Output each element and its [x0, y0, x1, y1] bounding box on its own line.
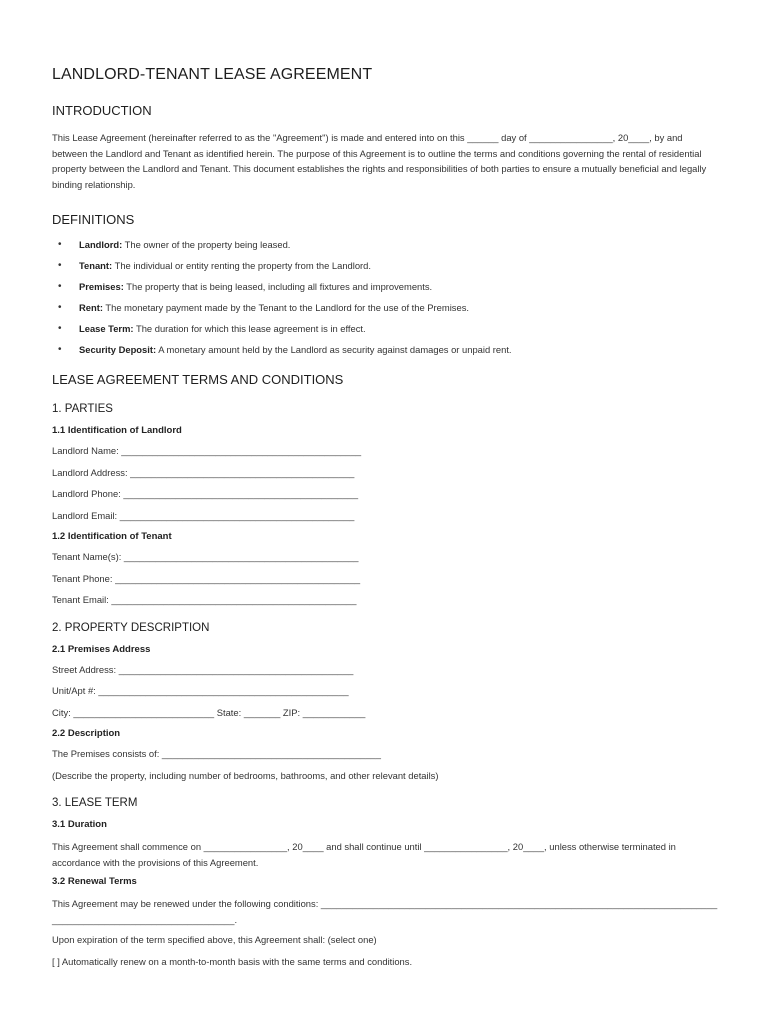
- street-address-field[interactable]: Street Address: _____________________________________________: [52, 663, 354, 675]
- definition-term: Rent:: [79, 302, 103, 313]
- landlord-name-field[interactable]: Landlord Name: ______________________________________________: [52, 445, 362, 456]
- definition-text: The individual or entity renting the property from the Landlord.: [114, 260, 371, 271]
- definition-text: The owner of the property being leased.: [124, 239, 291, 250]
- definition-text: The property that is being leased, including all fixtures and improvements.: [126, 281, 433, 292]
- landlord-phone-field[interactable]: Landlord Phone: _____________________________________________: [52, 488, 359, 499]
- expiration-instruction: Upon expiration of the term specified above, this Agreement shall: (select one): [52, 934, 377, 945]
- definition-term: Premises:: [79, 281, 124, 292]
- auto-renew-option[interactable]: [ ] Automatically renew on a month-to-month basis with the same terms and conditions.: [52, 955, 413, 967]
- description-heading: 2.2 Description: [52, 728, 121, 739]
- introduction-heading: INTRODUCTION: [52, 103, 152, 118]
- definition-item: [52, 281, 718, 293]
- definition-text: A monetary amount held by the Landlord as security against damages or unpaid rent.: [158, 344, 512, 355]
- tenant-identification-heading: 1.2 Identification of Tenant: [52, 531, 172, 542]
- property-description-heading: 2. PROPERTY DESCRIPTION: [52, 621, 210, 634]
- duration-text: This Agreement shall commence on ________________, 20____ and shall continue until ________________, 20____, unless otherwise terminated in accordance with the provisions of this Agreement.: [52, 841, 676, 868]
- bullet-icon: •: [58, 260, 62, 271]
- definition-item: [52, 344, 718, 356]
- lease-term-heading: 3. LEASE TERM: [52, 797, 138, 809]
- bullet-icon: •: [58, 323, 62, 334]
- bullet-icon: •: [58, 281, 62, 292]
- city-state-zip-field[interactable]: City: ___________________________ State: _______ ZIP: ____________: [52, 706, 366, 718]
- definitions-list: [52, 239, 718, 356]
- document-title: LANDLORD-TENANT LEASE AGREEMENT: [52, 66, 373, 83]
- definition-item: [52, 260, 718, 272]
- renewal-terms-heading: 3.2 Renewal Terms: [52, 876, 137, 887]
- landlord-address-field[interactable]: Landlord Address: ___________________________________________: [52, 466, 355, 478]
- definitions-heading: DEFINITIONS: [52, 212, 135, 227]
- definition-term: Tenant:: [79, 260, 113, 271]
- description-note: (Describe the property, including number of bedrooms, bathrooms, and other relevant details): [52, 769, 439, 781]
- definition-term: Security Deposit:: [79, 344, 157, 355]
- bullet-icon: •: [58, 239, 62, 250]
- definition-item: [52, 239, 718, 251]
- definition-item: [52, 323, 718, 335]
- bullet-icon: •: [58, 344, 62, 355]
- definition-text: The monetary payment made by the Tenant to the Landlord for the use of the Premises.: [105, 302, 469, 313]
- landlord-identification-heading: 1.1 Identification of Landlord: [52, 425, 182, 436]
- definition-term: Landlord:: [79, 239, 123, 250]
- introduction-text: This Lease Agreement (hereinafter referred to as the "Agreement") is made and entered into on this ______ day of ________________, 20____, by and between the Landlord and Tenant as identified herein. The purpose of this Agreement is to outline the terms and conditions governing the rental of residential property between the Landlord and Tenant. This document establishes the rights and responsibilities of both parties to ensure a mutually beneficial and legally binding relationship.: [52, 132, 707, 190]
- definition-item: [52, 302, 718, 314]
- tenant-phone-field[interactable]: Tenant Phone: _______________________________________________: [52, 572, 361, 584]
- definition-term: Lease Term:: [79, 323, 134, 334]
- premises-consists-field[interactable]: The Premises consists of: __________________________________________: [52, 748, 381, 759]
- renewal-conditions-field[interactable]: This Agreement may be renewed under the following conditions: _______________________________________________________________________________________________________________.: [52, 898, 718, 925]
- parties-heading: 1. PARTIES: [52, 403, 113, 415]
- premises-address-heading: 2.1 Premises Address: [52, 643, 151, 655]
- tenant-names-field[interactable]: Tenant Name(s): _____________________________________________: [52, 551, 359, 562]
- unit-apt-field[interactable]: Unit/Apt #: ________________________________________________: [52, 685, 349, 696]
- landlord-email-field[interactable]: Landlord Email: _____________________________________________: [52, 509, 355, 521]
- terms-heading: LEASE AGREEMENT TERMS AND CONDITIONS: [52, 372, 344, 387]
- bullet-icon: •: [58, 302, 62, 313]
- definition-text: The duration for which this lease agreement is in effect.: [135, 323, 366, 334]
- duration-heading: 3.1 Duration: [52, 819, 107, 830]
- tenant-email-field[interactable]: Tenant Email: _______________________________________________: [52, 594, 357, 605]
